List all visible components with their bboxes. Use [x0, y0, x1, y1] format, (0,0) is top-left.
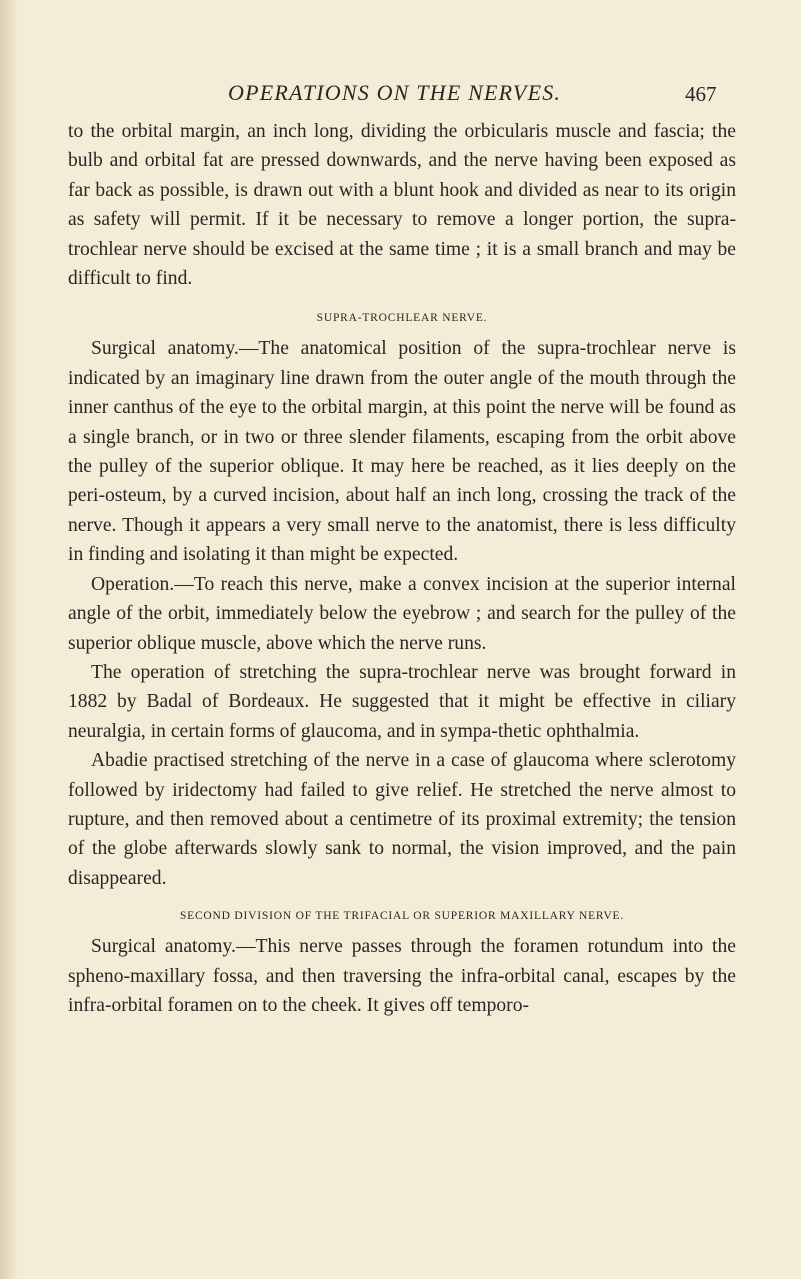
- paragraph-stretching-history: The operation of stretching the supra-trochlear nerve was brought forward in 1882 by Badal of Bordeaux. He suggested that it might be effective in ciliary neuralgia, in certain forms of glaucoma, and in sympa-thetic ophthalmia.: [68, 661, 736, 742]
- paragraph-surgical-anatomy: Surgical anatomy.—The anatomical position of the supra-trochlear nerve is indicated by an imaginary line drawn from the outer angle of the mouth through the inner canthus of the eye to the orbital margin, at this point the nerve will be found as a single branch, or in two or three slender filaments, escaping from the orbit above the pulley of the superior oblique. It may here be reached, as it lies deeply on the peri-osteum, by a curved incision, about half an inch long, crossing the track of the nerve. Though it appears a very small nerve to the anatomist, there is less difficulty in finding and isolating it than might be expected.: [68, 338, 736, 566]
- section-heading-supra-trochlear: SUPRA-TROCHLEAR NERVE.: [316, 312, 488, 325]
- page-number: 467: [685, 82, 717, 106]
- page-edge-shadow: [0, 0, 18, 1279]
- section-heading-second-division: SECOND DIVISION OF THE TRIFACIAL OR SUPERIOR MAXILLARY NERVE.: [179, 910, 625, 923]
- paragraph-continued: to the orbital margin, an inch long, dividing the orbicularis muscle and fascia; the bulb and orbital fat are pressed downwards, and the nerve having been exposed as far back as possible, is drawn out with a blunt hook and divided as near to its origin as safety will permit. If it be necessary to remove a longer portion, the supra-trochlear nerve should be excised at the same time ; it is a small branch and may be difficult to find.: [68, 121, 736, 290]
- running-head: OPERATIONS ON THE NERVES.: [228, 80, 562, 105]
- page-header: [0, 80, 801, 114]
- paragraph-operation: Operation.—To reach this nerve, make a convex incision at the superior internal angle of the orbit, immediately below the eyebrow ; and search for the pulley of the superior oblique muscle, above which the nerve runs.: [68, 573, 736, 654]
- paragraph-abadie-case: Abadie practised stretching of the nerve in a case of glaucoma where sclerotomy followed by iridectomy had failed to give relief. He stretched the nerve almost to rupture, and then removed about a centimetre of its proximal extremity; the tension of the globe afterwards slowly sank to normal, the vision improved, and the pain disappeared.: [68, 750, 736, 889]
- paragraph-maxillary-anatomy: Surgical anatomy.—This nerve passes through the foramen rotundum into the spheno-maxillary fossa, and then traversing the infra-orbital canal, escapes by the infra-orbital foramen on to the cheek. It gives off temporo-: [68, 936, 736, 1016]
- page-body: [68, 117, 736, 1020]
